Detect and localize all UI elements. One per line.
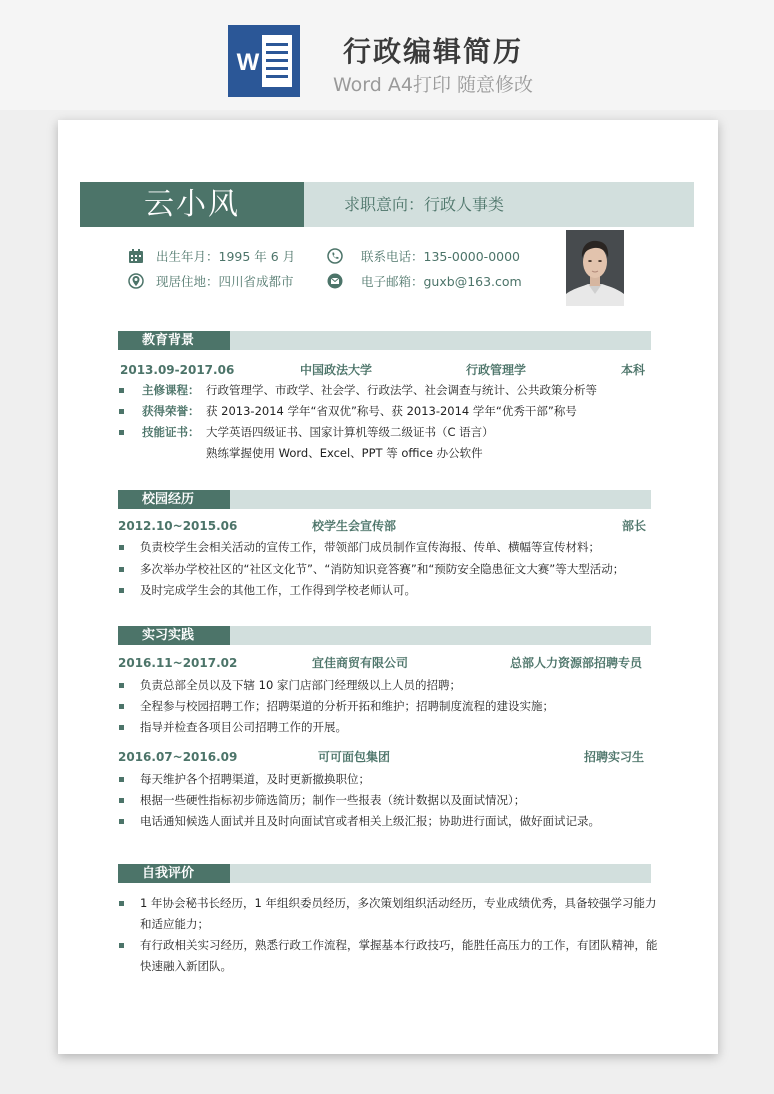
bullet-icon [119, 683, 124, 688]
phone-icon [327, 248, 343, 264]
campus-section-bar [118, 490, 651, 509]
bullet-icon [119, 430, 124, 435]
certs-text-2: 熟练掌握使用 Word、Excel、PPT 等 office 办公软件 [206, 446, 483, 460]
job1-period: 2016.11~2017.02 [118, 656, 238, 670]
banner-title: 行政编辑简历 [342, 35, 523, 68]
campus-role: 部长 [622, 519, 647, 533]
job1-role: 总部人力资源部招聘专员 [510, 656, 643, 670]
job1-item: 负责总部全员以及下辖 10 家门店部门经理级以上人员的招聘； [140, 678, 461, 692]
svg-text:W: W [236, 49, 260, 76]
courses-text: 行政管理学、市政学、社会学、行政法学、社会调查与统计、公共政策分析等 [206, 383, 597, 397]
certs-text-1: 大学英语四级证书、国家计算机等级二级证书（C 语言） [206, 425, 494, 439]
certs-label: 技能证书： [142, 425, 200, 439]
practice-section-bar [118, 626, 651, 645]
bullet-icon [119, 388, 124, 393]
self-title: 自我评价 [118, 864, 230, 883]
campus-period: 2012.10~2015.06 [118, 519, 238, 533]
bullet-icon [119, 725, 124, 730]
email-address: 电子邮箱：guxb@163.com [361, 274, 522, 289]
profile-photo [566, 230, 624, 306]
bullet-icon [119, 901, 124, 906]
education-title: 教育背景 [118, 331, 230, 350]
self-section-bar [118, 864, 651, 883]
honors-text: 获 2013-2014 学年“省双优”称号、获 2013-2014 学年“优秀干部”称号 [206, 404, 577, 418]
bullet-icon [119, 943, 124, 948]
calendar-icon [128, 248, 144, 264]
job2-item: 根据一些硬性指标初步筛选简历；制作一些报表（统计数据以及面试情况）； [140, 793, 526, 807]
self-item-2-cont: 快速融入新团队。 [140, 959, 232, 973]
birth-date: 出生年月：1995 年 6 月 [156, 249, 296, 264]
campus-org: 校学生会宣传部 [312, 519, 397, 533]
campus-item: 多次举办学校社区的“社区文化节”、“消防知识竞答赛”和“预防安全隐患征文大赛”等大型活动； [140, 562, 625, 576]
banner-subtitle: Word A4打印 随意修改 [332, 74, 533, 96]
bullet-icon [119, 777, 124, 782]
word-icon [228, 25, 300, 97]
bullet-icon [119, 819, 124, 824]
job2-company: 可可面包集团 [318, 750, 391, 764]
practice-title: 实习实践 [118, 626, 230, 645]
job2-period: 2016.07~2016.09 [118, 750, 238, 764]
self-item-1: 1 年协会秘书长经历，1 年组织委员经历，多次策划组织活动经历，专业成绩优秀，具备较强学习能力 [140, 896, 657, 910]
bullet-icon [119, 588, 124, 593]
campus-title: 校园经历 [118, 490, 230, 509]
job2-role: 招聘实习生 [584, 750, 645, 764]
campus-item: 负责校学生会相关活动的宣传工作，带领部门成员制作宣传海报、传单、横幅等宣传材料； [140, 540, 600, 554]
education-degree: 本科 [621, 363, 646, 377]
honors-label: 获得荣誉： [142, 404, 200, 418]
education-major: 行政管理学 [466, 363, 527, 377]
candidate-name: 云小风 [80, 182, 304, 227]
bullet-icon [119, 704, 124, 709]
job2-item: 每天维护各个招聘渠道，及时更新撤换职位； [140, 772, 370, 786]
location-pin-icon [128, 273, 144, 289]
job1-item: 指导并检查各项目公司招聘工作的开展。 [140, 720, 347, 734]
education-section-bar [118, 331, 651, 350]
job1-item: 全程参与校园招聘工作；招聘渠道的分析开拓和维护；招聘制度流程的建设实施； [140, 699, 554, 713]
job2-item: 电话通知候选人面试并且及时向面试官或者相关上级汇报；协助进行面试，做好面试记录。 [140, 814, 600, 828]
self-item-1-cont: 和适应能力； [140, 917, 209, 931]
education-period: 2013.09-2017.06 [120, 363, 235, 377]
bullet-icon [119, 567, 124, 572]
courses-label: 主修课程： [142, 383, 200, 397]
bullet-icon [119, 798, 124, 803]
campus-item: 及时完成学生会的其他工作，工作得到学校老师认可。 [140, 583, 416, 597]
email-icon [327, 273, 343, 289]
job1-company: 宜佳商贸有限公司 [312, 656, 409, 670]
top-banner [0, 0, 774, 110]
phone-number: 联系电话：135-0000-0000 [361, 249, 521, 264]
job-intent: 求职意向：行政人事类 [304, 182, 694, 227]
self-item-2: 有行政相关实习经历，熟悉行政工作流程，掌握基本行政技巧，能胜任高压力的工作，有团队精神，能 [140, 938, 658, 952]
bullet-icon [119, 545, 124, 550]
education-school: 中国政法大学 [300, 363, 373, 377]
current-location: 现居住地：四川省成都市 [156, 274, 294, 289]
bullet-icon [119, 409, 124, 414]
